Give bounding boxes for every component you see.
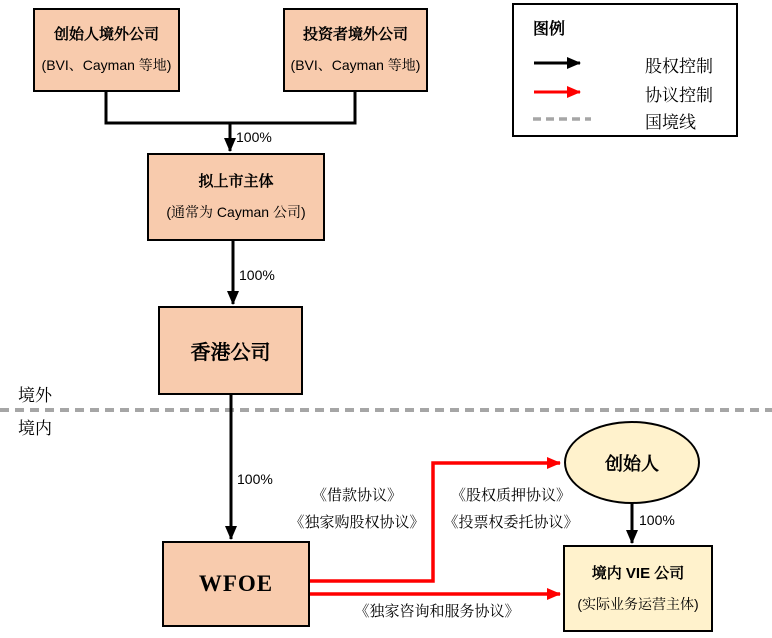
- offshore-junction-connector: [105, 92, 357, 123]
- pct-label-offshore-to-listing: 100%: [236, 129, 272, 145]
- node-title: 拟上市主体: [198, 173, 274, 191]
- agreement-label-exclusive-services: 《独家咨询和服务协议》: [354, 603, 520, 620]
- region-label-offshore: 境外: [18, 386, 52, 405]
- pct-label-listing-to-hk: 100%: [239, 267, 275, 283]
- agreement-label-loan: 《借款协议》: [311, 487, 403, 504]
- legend-item-agreement-control: 协议控制: [645, 86, 713, 105]
- node-investor-offshore: [283, 8, 428, 92]
- legend-title: 图例: [533, 21, 566, 38]
- pct-label-founder-to-vie: 100%: [639, 512, 675, 528]
- node-subtitle: (实际业务运营主体): [577, 595, 699, 612]
- node-title: WFOE: [198, 571, 274, 596]
- node-title: 香港公司: [190, 342, 271, 364]
- legend-item-equity-control: 股权控制: [645, 57, 713, 76]
- node-hk-company: [158, 306, 303, 395]
- node-title: 境内 VIE 公司: [591, 564, 685, 582]
- node-founder-ellipse: [564, 421, 700, 504]
- node-listing-entity: [147, 153, 325, 241]
- node-subtitle: (BVI、Cayman 等地): [290, 57, 421, 74]
- node-title: 创始人境外公司: [53, 26, 159, 44]
- node-title: 创始人: [605, 453, 659, 474]
- node-subtitle: (BVI、Cayman 等地): [41, 57, 172, 74]
- node-wfoe: [162, 541, 310, 627]
- pct-label-hk-to-wfoe: 100%: [237, 471, 273, 487]
- agreement-label-voting-proxy: 《投票权委托协议》: [443, 514, 579, 531]
- legend-item-border-line: 国境线: [645, 113, 696, 132]
- agreement-label-equity-pledge: 《股权质押协议》: [450, 487, 572, 504]
- node-subtitle: (通常为 Cayman 公司): [166, 204, 306, 221]
- region-label-onshore: 境内: [18, 419, 52, 438]
- node-title: 投资者境外公司: [302, 26, 408, 44]
- agreement-label-exclusive-option: 《独家购股权协议》: [289, 514, 425, 531]
- node-founder-offshore: [33, 8, 180, 92]
- node-vie-company: [563, 545, 713, 632]
- legend-box: [512, 3, 738, 137]
